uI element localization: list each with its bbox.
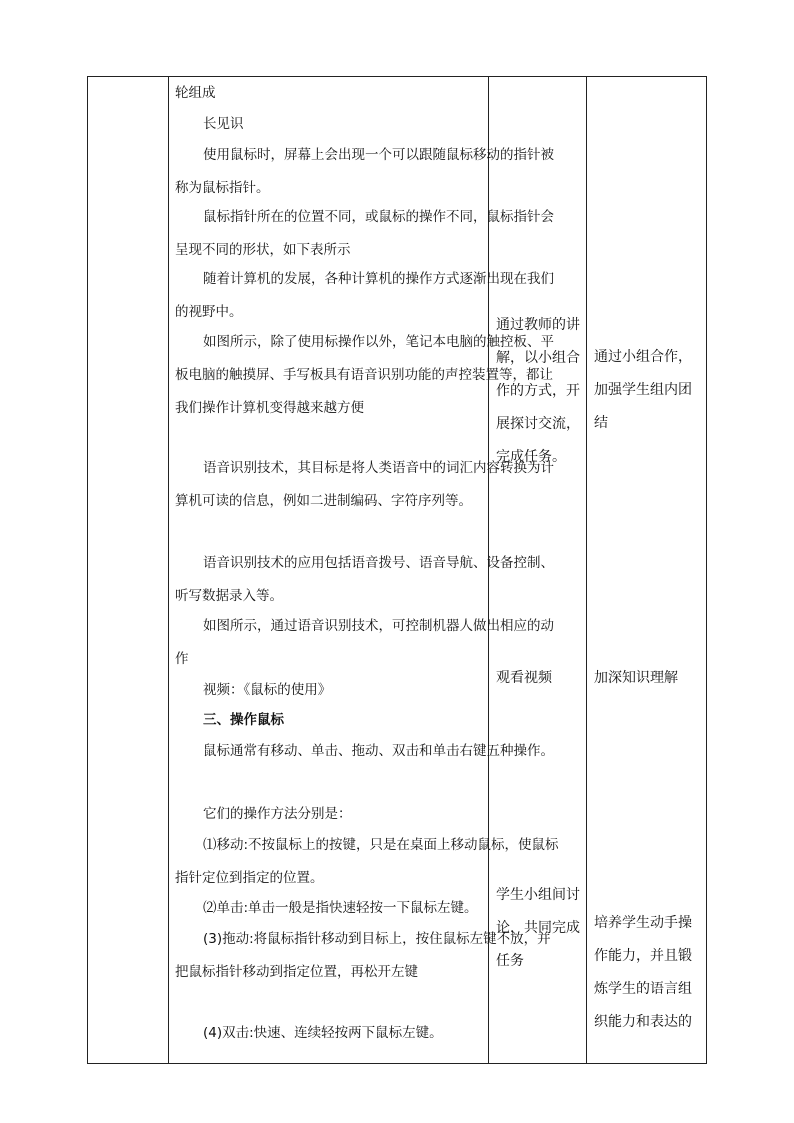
student-activity-text: 学生小组间讨论，共同完成任务 xyxy=(496,887,580,969)
video-title: 视频：《鼠标的使用》 xyxy=(203,682,332,698)
lesson-table xyxy=(87,76,707,1064)
design-intent-column xyxy=(587,77,705,1063)
content-paragraph: 如图所示，除了使用标操作以外，笔记本电脑的触控板、平板电脑的触摸屏、手写板具有语音识别功能的声控装置等，都让我们操作计算机变得越来越方便 xyxy=(175,334,554,416)
content-paragraph: 长见识 xyxy=(203,116,244,132)
design-intent-text: 加深知识理解 xyxy=(594,670,678,686)
content-paragraph: 鼠标指针所在的位置不同，或鼠标的操作不同，鼠标指针会呈现不同的形状，如下表所示 xyxy=(175,209,554,258)
design-intent-text: 培养学生动手操作能力，并且锻炼学生的语言组织能力和表达的 xyxy=(594,915,692,1030)
student-activity-column xyxy=(489,77,585,1063)
content-paragraph: (3)拖动:将鼠标指针移动到目标上，按住鼠标左键不放，并把鼠标指针移动到指定位置，再松开左键 xyxy=(175,931,551,980)
content-paragraph: ⑵单击:单击一般是指快速轻按一下鼠标左键。 xyxy=(203,900,478,916)
content-paragraph: 如图所示，通过语音识别技术，可控制机器人做出相应的动作 xyxy=(175,618,554,667)
content-paragraph: 语音识别技术，其目标是将人类语音中的词汇内容转换为计算机可读的信息，例如二进制编码、字符序列等。 xyxy=(175,460,554,509)
student-activity-text: 观看视频 xyxy=(496,670,552,686)
content-paragraph: 语音识别技术的应用包括语音拨号、语音导航、设备控制、听写数据录入等。 xyxy=(175,555,554,604)
content-paragraph: 随着计算机的发展，各种计算机的操作方式逐渐出现在我们的视野中。 xyxy=(175,271,554,320)
content-paragraph: ⑴移动:不按鼠标上的按键，只是在桌面上移动鼠标，使鼠标指针定位到指定的位置。 xyxy=(175,837,559,886)
section-heading: 三、操作鼠标 xyxy=(203,712,284,728)
content-paragraph: 使用鼠标时，屏幕上会出现一个可以跟随鼠标移动的指针被称为鼠标指针。 xyxy=(175,147,554,196)
content-paragraph: 鼠标通常有移动、单击、拖动、双击和单击右键五种操作。 xyxy=(203,743,554,759)
design-intent-text: 通过小组合作，加强学生组内团结 xyxy=(594,349,692,431)
content-paragraph: (4)双击:快速、连续轻按两下鼠标左键。 xyxy=(203,1025,443,1041)
student-activity-text: 通过教师的讲解，以小组合作的方式，开展探讨交流，完成任务。 xyxy=(496,317,580,465)
content-paragraph: 它们的操作方法分别是： xyxy=(203,806,352,822)
content-paragraph: 轮组成 xyxy=(175,85,216,101)
